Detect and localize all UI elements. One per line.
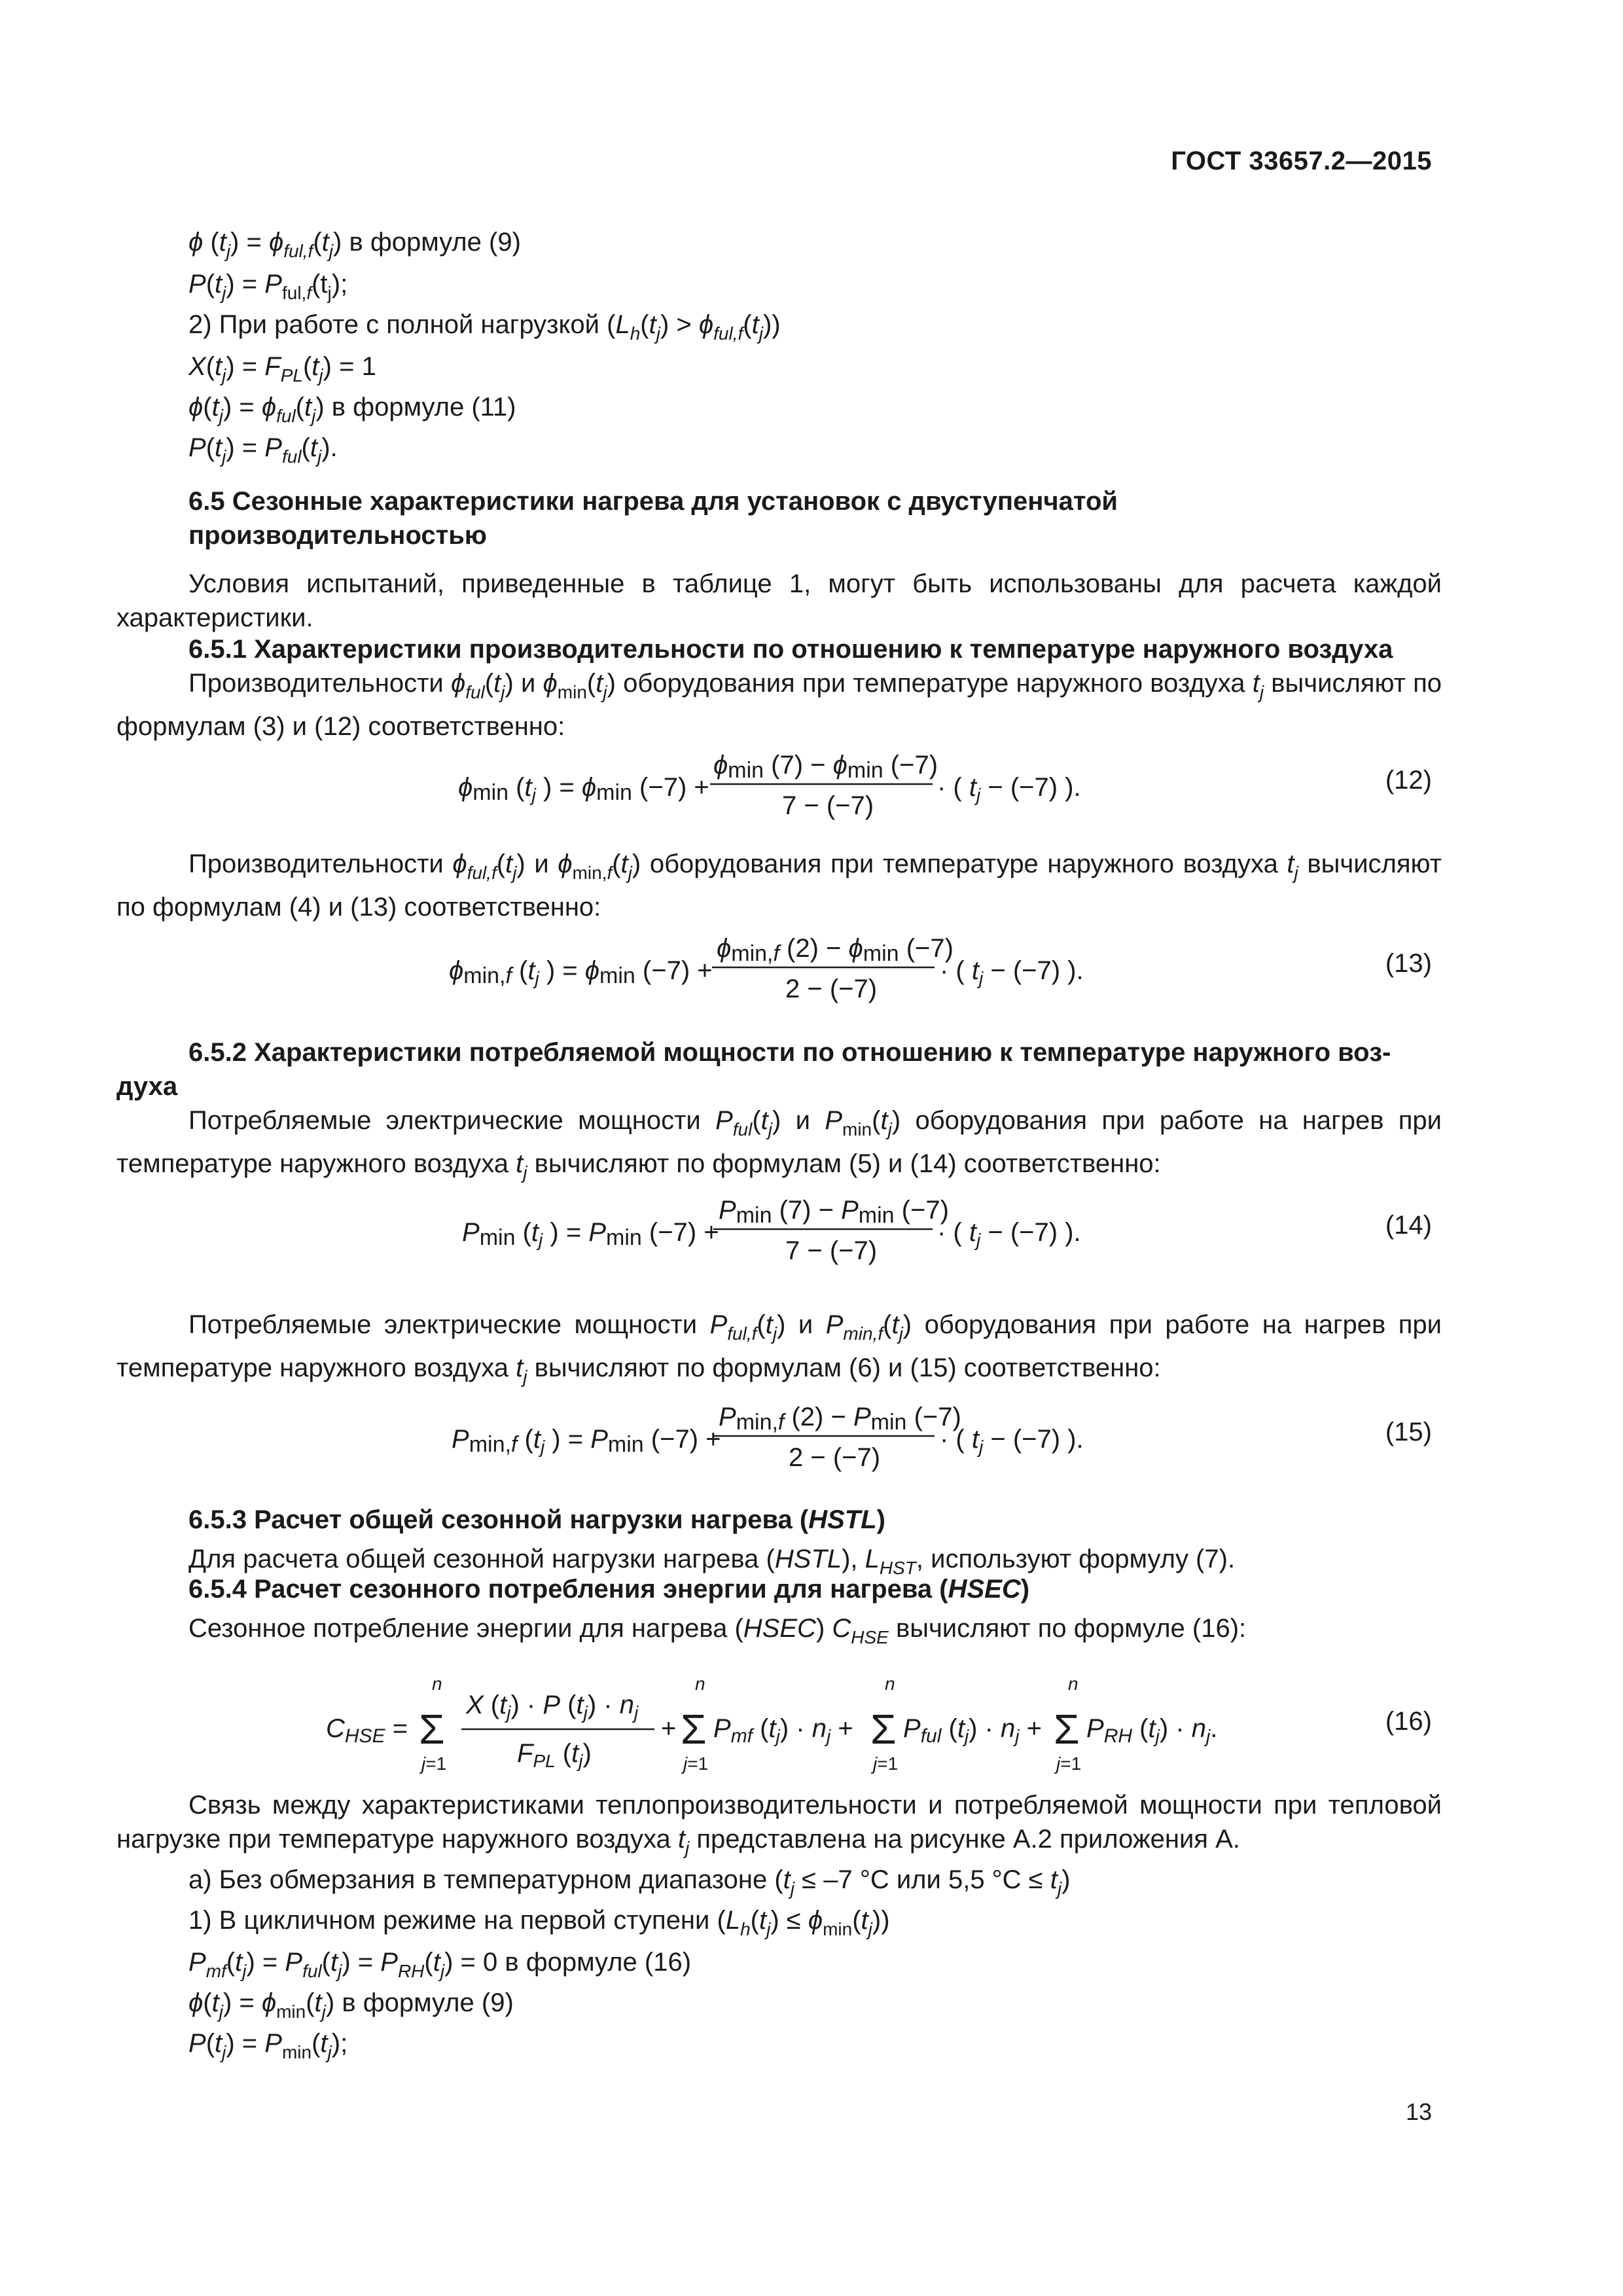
- section-6-5-2-title: [116, 1035, 1442, 1103]
- svg-text:n: n: [1068, 1674, 1079, 1694]
- section-6-5-title-line2: производительностью: [188, 521, 487, 550]
- closing-paragraph: Связь между характеристиками теплопроизводительности и потребляемой мощности при тепловой нагрузке при температуре наружного воздуха $t_j$ представлена на рисунке А.2 приложения А.: [116, 1791, 1442, 1858]
- equation-14-svg: [0, 1185, 1623, 1270]
- text-fragment: вычисляют по формулам (6) и (15) соответственно:: [534, 1353, 1161, 1382]
- svg-text:j=1: j=1: [683, 1753, 709, 1774]
- formula-line-p-mf: $P_{mf}(t_j) = P_{ful}(t_j) = P_{RH}(t_j) = 0$ в формуле (16): [188, 1948, 692, 1981]
- svg-text:2 − (−7): 2 − (−7): [785, 975, 878, 1003]
- equation-12-svg: [0, 740, 1623, 825]
- section-6-5-3-text: Для расчета общей сезонной нагрузки нагрева (HSTL), $L_{HST}$, используют формулу (7).: [188, 1545, 1236, 1578]
- text-fragment: вычисляют по формулам (5) и (14) соответственно:: [534, 1149, 1161, 1178]
- section-6-5-2-text2: Потребляемые электрические мощности $P_{ful,f}(t_j)$ и $P_{min,f}(t_j)$ оборудования при работе на нагрев при температуре наружного воздуха $t_j$ вычисляют по формулам (6) и (15) соответственно:: [116, 1310, 1442, 1387]
- svg-text:j=1: j=1: [421, 1753, 447, 1774]
- page-number: 13: [1405, 2098, 1432, 2125]
- formula-line-phi-min: $\phi(t_j) = \phi_{min}(t_j)$ в формуле (9): [188, 1988, 514, 2022]
- text-fragment: оборудования при температуре наружного воздуха: [623, 669, 1245, 698]
- section-6-5-1-title: 6.5.1 Характеристики производительности по отношению к температуре наружного воздуха: [188, 635, 1393, 664]
- formula-ref-text: в формуле (9): [349, 228, 521, 257]
- equation-13-svg: [0, 923, 1623, 1008]
- formula-line-phi-ful-f: ϕ $(t_j) = \phi_{ful,f}(t_j)$ в формуле (9): [188, 228, 521, 261]
- svg-text:· ( tj − (−7) ).: · ( $t_j - (-7)$ ).: [940, 1425, 1084, 1457]
- text-fragment: Потребляемые электрические мощности: [188, 1310, 698, 1339]
- equation-12-number: (12): [1385, 766, 1432, 795]
- formula-ref-text: в формуле (11): [331, 393, 516, 422]
- svg-text:Pmin,f (tj ) = Pmin (−7) +: Pmin,f ($t_j$ ) = Pmin (−7) +: [452, 1425, 721, 1457]
- svg-text:Σ: Σ: [681, 1706, 707, 1753]
- svg-text:Pful (tj) · nj +: $P_{ful}$ $(t_j) \cdot n_j$ +: [903, 1714, 1043, 1747]
- formula-line-p-ful: $P(t_j) = P_{ful}(t_j)$.: [188, 433, 338, 467]
- section-6-5-intro-text: Условия испытаний, приведенные в таблице 1, могут быть использованы для расчета каждой характеристики.: [116, 569, 1442, 632]
- section-6-5-2-text1: Потребляемые электрические мощности $P_{ful}(t_j)$ и $P_{min}(t_j)$ оборудования при работе на нагрев при температуре наружного воздуха $t_j$ вычисляют по формулам (5) и (14) соответственно:: [116, 1106, 1442, 1183]
- svg-text:j=1: j=1: [1056, 1753, 1082, 1774]
- svg-text:7 − (−7): 7 − (−7): [782, 791, 874, 820]
- svg-text:Pmf (tj) · nj +: $P_{mf}$ $(t_j) \cdot n_j$ +: [713, 1714, 853, 1747]
- svg-text:n: n: [432, 1674, 442, 1694]
- formula-line-x: $X(t_j) = F_{PL}(t_j) = 1$: [188, 352, 376, 386]
- equation-16-svg: [0, 1670, 1623, 1782]
- text-fragment: вычисляют по формулам (4) и (13) соответственно:: [116, 850, 1442, 922]
- text-fragment: оборудования при работе на нагрев при температуре наружного воздуха: [116, 1106, 1442, 1178]
- svg-text:Pmin (7) − Pmin (−7): Pmin (7) − Pmin (−7): [719, 1196, 949, 1228]
- svg-text:j=1: j=1: [873, 1753, 899, 1774]
- equation-13: [0, 923, 1623, 1008]
- section-6-5-title-line1: 6.5 Сезонные характеристики нагрева для установок с двуступенчатой: [188, 487, 1118, 516]
- section-6-5-1-text1: Производительности $\phi_{ful}(t_j)$ и $\phi_{min}(t_j)$ оборудования при температуре наружного воздуха $t_j$ вычисляют по формулам (3) и (12) соответственно:: [116, 669, 1442, 741]
- svg-text:· ( tj − (−7) ).: · ( $t_j - (-7)$ ).: [937, 773, 1081, 805]
- text-fragment: Производительности: [188, 850, 444, 878]
- equation-15: [0, 1391, 1623, 1477]
- svg-text:PRH (tj) · nj.: $P_{RH}$ $(t_j) \cdot n_j$.: [1086, 1714, 1218, 1747]
- svg-text:Σ: Σ: [870, 1706, 897, 1753]
- full-load-label: 2) При работе с полной нагрузкой: [188, 310, 600, 339]
- formula-ref-text: в формуле (9): [342, 1988, 514, 2017]
- svg-text:ϕmin,f (tj ) = ϕmin (−7) +: ϕmin,f ($t_j$ ) = ϕmin (−7) +: [449, 956, 713, 988]
- text-fragment: Производительности: [188, 669, 444, 698]
- svg-text:Σ: Σ: [419, 1706, 445, 1753]
- section-6-5-intro: [116, 567, 1442, 635]
- svg-text:n: n: [885, 1674, 895, 1694]
- section-6-5-3-title: 6.5.3 Расчет общей сезонной нагрузки нагрева (HSTL): [188, 1505, 885, 1534]
- equation-14-number: (14): [1385, 1211, 1432, 1240]
- svg-text:Σ: Σ: [1054, 1706, 1080, 1753]
- document-header: ГОСТ 33657.2—2015: [1171, 147, 1432, 175]
- svg-text:· ( tj − (−7) ).: · ( $t_j - (-7)$ ).: [937, 1218, 1081, 1250]
- svg-text:ϕmin,f (2) − ϕmin (−7): ϕmin,f (2) − ϕmin (−7): [717, 934, 954, 966]
- equation-14: [0, 1185, 1623, 1270]
- svg-text:+: +: [661, 1714, 677, 1743]
- svg-text:· ( tj − (−7) ).: · ( $t_j - (-7)$ ).: [940, 956, 1084, 988]
- svg-text:Pmin (tj ) = Pmin (−7) +: Pmin ($t_j$ ) = Pmin (−7) +: [462, 1218, 719, 1250]
- equation-16: [0, 1670, 1623, 1782]
- text-fragment: оборудования при температуре наружного воздуха: [649, 850, 1278, 878]
- item-1: 1) В цикличном режиме на первой ступени $(L_h(t_j) \le \phi_{min}(t_j))$: [188, 1906, 890, 1939]
- formula-line-phi-ful: $\phi(t_j) = \phi_{ful}(t_j)$ в формуле (11): [188, 393, 516, 426]
- full-load-item: 2) При работе с полной нагрузкой $(L_h(t_j) > \phi_{ful,f}(t_j))$: [188, 310, 781, 344]
- formula-ref-text: в формуле (16): [505, 1948, 692, 1977]
- svg-text:CHSE =: $C_{HSE}$ =: [326, 1714, 408, 1747]
- formula-line-p-ful-f: $P(t_j) = P_{ful,f}(t_j)$;: [188, 270, 348, 303]
- section-6-5-2-title-line1: 6.5.2 Характеристики потребляемой мощности по отношению к температуре наружного воз-: [188, 1038, 1391, 1067]
- equation-12: [0, 740, 1623, 825]
- svg-text:X (tj) · P (tj) · nj: X $(t_j) \cdot P$ $(t_j) \cdot n_j$: [466, 1691, 639, 1723]
- svg-text:FPL (tj): $F_{PL}$ $(t_j)$: [517, 1739, 592, 1771]
- svg-text:ϕmin (7) − ϕmin (−7): ϕmin (7) − ϕmin (−7): [713, 751, 938, 783]
- item-a: а) Без обмерзания в температурном диапазоне ($t_j \le -7$ °C или 5,5 $^\circ C \le t_j$): [188, 1865, 1071, 1899]
- equation-16-number: (16): [1385, 1707, 1432, 1736]
- svg-text:2 − (−7): 2 − (−7): [789, 1443, 881, 1472]
- text-fragment: Потребляемые электрические мощности: [188, 1106, 701, 1135]
- section-6-5-1-text2: Производительности $\phi_{ful,f}(t_j)$ и $\phi_{min,f}(t_j)$ оборудования при температуре наружного воздуха $t_j$ вычисляют по формулам (4) и (13) соответственно:: [116, 850, 1442, 922]
- svg-text:ϕmin (tj ) = ϕmin (−7) +: ϕmin ($t_j$ ) = ϕmin (−7) +: [458, 773, 709, 805]
- formula-line-p-min: $P(t_j) = P_{min}(t_j)$;: [188, 2029, 348, 2062]
- section-6-5-2-title-line2: духа: [116, 1072, 178, 1101]
- text-fragment: вычисляют по формулам (3) и (12) соответственно:: [116, 669, 1442, 741]
- equation-13-number: (13): [1385, 949, 1432, 978]
- text-fragment: оборудования при работе на нагрев при температуре наружного воздуха: [116, 1310, 1442, 1382]
- equation-15-number: (15): [1385, 1418, 1432, 1446]
- section-6-5-4-title: 6.5.4 Расчет сезонного потребления энергии для нагрева (HSEC): [188, 1575, 1030, 1604]
- svg-text:Pmin,f (2) − Pmin (−7): Pmin,f (2) − Pmin (−7): [719, 1403, 961, 1435]
- svg-text:n: n: [695, 1674, 705, 1694]
- svg-text:7 − (−7): 7 − (−7): [785, 1236, 878, 1265]
- equation-15-svg: [0, 1391, 1623, 1477]
- section-6-5-4-text: Сезонное потребление энергии для нагрева (HSEC) $C_{HSE}$ вычисляют по формуле (16):: [188, 1614, 1247, 1647]
